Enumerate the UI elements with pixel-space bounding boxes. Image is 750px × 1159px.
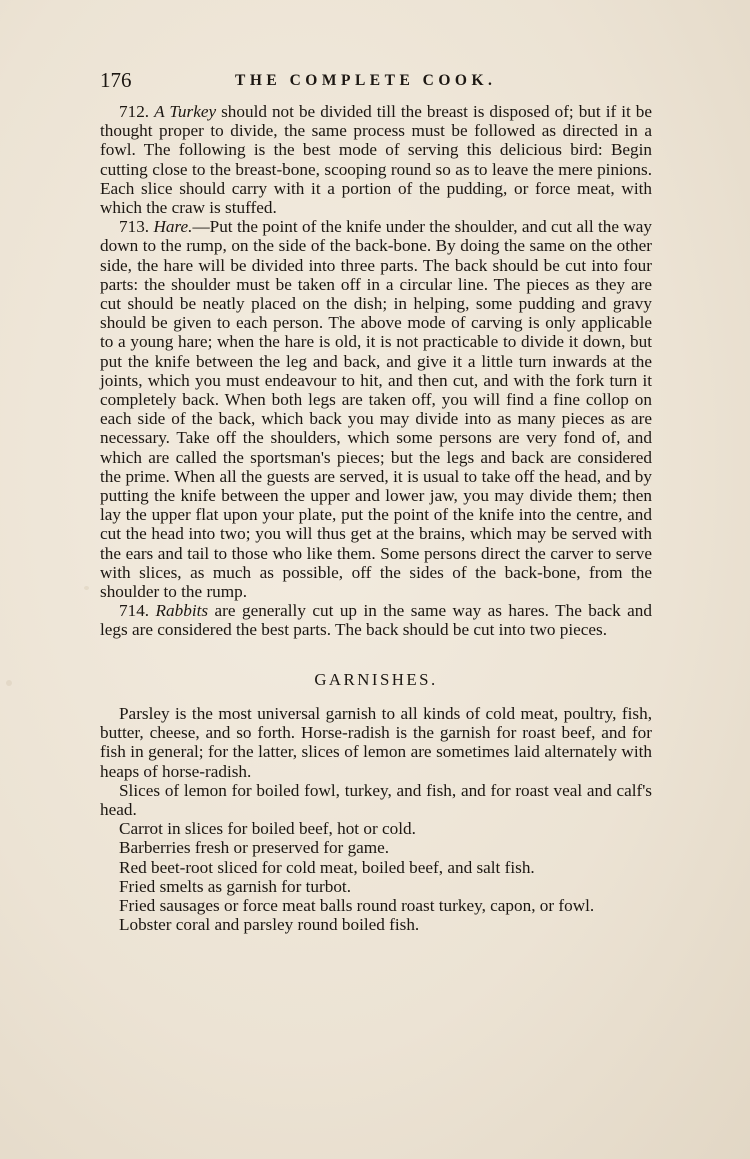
page-number: 176 xyxy=(100,68,132,92)
entry-713 xyxy=(100,217,652,601)
page-body xyxy=(100,102,652,934)
garnish-item: Carrot in slices for boiled beef, hot or cold. xyxy=(119,819,416,839)
entry-714 xyxy=(100,601,652,639)
section-title: GARNISHES. xyxy=(314,669,438,689)
garnish-item: Lobster coral and parsley round boiled fish. xyxy=(119,915,420,935)
entry-text: —Put the point of the knife under the shoulder, and cut all the way down to the rump, on the side of the back-bone. By doing the same on the other side, the hare will be divided into three parts. The back should be cut into four parts: the shoulder must be taken off in a circular line. The pieces as they are cut should be neatly placed on the dish; in helping, some pudding and gravy should be given to each person. The above mode of carving is only applicable to a young hare; when the hare is old, it is not practicable to divide it down, but put the knife between the leg and back, and give it a little turn inwards at the joints, which you must endeavour to hit, and then cut, and with the fork turn it completely back. When both legs are taken off, you will find a fine collop on each side of the back, which back you may divide into as many pieces as are necessary. Take off the shoulders, which some persons are very fond of, and which are called the sportsman's pieces; but the legs and back are considered the prime. When all the guests are served, it is usual to take off the head, and by putting the knife between the upper and lower jaw, you may divide them; then lay the upper flat upon your plate, put the point of the knife into the centre, and cut the head into two; you will thus get at the brains, which may be served with the ears and tail to those who like them. Some persons direct the carver to serve with slices, as much as possible, off the sides of the back-bone, from the shoulder to the rump. xyxy=(100,217,653,602)
garnish-item: Slices of lemon for boiled fowl, turkey, and fish, and for roast veal and calf's head. xyxy=(100,780,652,819)
paper-stain xyxy=(6,680,12,686)
page-header xyxy=(100,68,652,98)
entry-subject: Hare. xyxy=(153,217,193,237)
entry-subject: A Turkey xyxy=(154,102,217,121)
running-head: THE COMPLETE COOK. xyxy=(235,72,497,89)
garnish-intro: Parsley is the most universal garnish to all kinds of cold meat, poultry, fish, butter, cheese, and so forth. Horse-radish is the garnish for roast beef, and for fish in general; for the latter, slices of lemon are sometimes laid alternately with heaps of horse-radish. xyxy=(100,703,652,781)
garnish-item: Barberries fresh or preserved for game. xyxy=(119,838,390,858)
garnish-item: Fried smelts as garnish for turbot. xyxy=(119,876,351,896)
entry-text: should not be divided till the breast is disposed of; but if it be thought proper to divide, the same process must be followed as directed in a fowl. The following is the best mode of serving this delicious bird: Begin cutting close to the breast-bone, scooping round so as to leave the mere pinions. Each slice should carry with it a portion of the pudding, or force meat, with which the craw is stuffed. xyxy=(100,102,653,218)
entry-number: 714. xyxy=(119,601,150,621)
entry-number: 712. xyxy=(119,102,150,121)
garnish-item: Red beet-root sliced for cold meat, boiled beef, and salt fish. xyxy=(119,857,535,877)
garnish-item: Fried sausages or force meat balls round roast turkey, capon, or fowl. xyxy=(119,895,595,915)
entry-subject: Rabbits xyxy=(155,601,209,621)
entry-number: 713. xyxy=(119,217,150,237)
entry-text: are generally cut up in the same way as hares. The back and legs are considered the best parts. The back should be cut into two pieces. xyxy=(100,601,652,640)
entry-712 xyxy=(100,102,652,217)
paper-stain xyxy=(84,586,89,590)
